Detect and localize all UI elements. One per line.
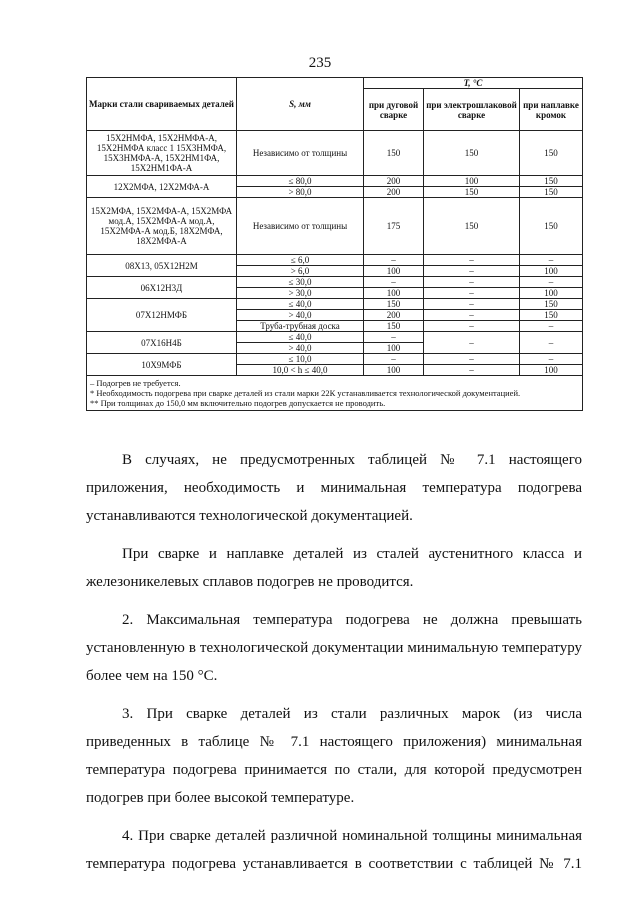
table-row [87,176,583,187]
cell-electroslag: – [424,255,520,266]
cell-electroslag: 150 [424,187,520,198]
cell-arc: 100 [364,266,424,277]
cell-arc: – [364,277,424,288]
header-arc: при дуговой сварке [364,89,424,131]
cell-grade: 15Х2МФА, 15Х2МФА-А, 15Х2МФА мод.А, 15Х2МФА-А мод.А, 15Х2МФА-А мод.Б, 18Х2МФА, 18Х2МФА-А [87,198,237,255]
cell-arc: 175 [364,198,424,255]
cell-grade: 12Х2МФА, 12Х2МФА-А [87,176,237,198]
note-line: * Необходимость подогрева при сварке деталей из стали марки 22К устанавливается технологической документацией. [90,388,521,398]
table-row [87,354,583,365]
header-temperature: T, °С [364,78,583,89]
paragraph: В случаях, не предусмотренных таблицей № 7.1 настоящего приложения, необходимость и минимальная температура подогрева устанавливаются технологической документацией. [86,452,582,524]
cell-thickness: Независимо от толщины [237,198,364,255]
cell-electroslag: – [424,310,520,321]
paragraph: 4. При сварке деталей различной номинальной толщины минимальная температура подогрева устанавливается в соответствии с таблицей № 7.1 [86,828,582,872]
table-row [87,255,583,266]
header-electroslag: при электрошлаковой сварке [424,89,520,131]
cell-surfacing: 150 [520,198,583,255]
cell-thickness: > 30,0 [237,288,364,299]
cell-arc: 150 [364,321,424,332]
cell-arc: – [364,332,424,343]
cell-electroslag: – [424,288,520,299]
cell-thickness: Независимо от толщины [237,131,364,176]
cell-surfacing: 150 [520,187,583,198]
paragraph-block [86,446,582,878]
table-row [87,277,583,288]
cell-electroslag: – [424,332,520,354]
paragraph: 2. Максимальная температура подогрева не должна превышать установленную в технологической документации минимальную температуру более чем на 150 °С. [86,612,582,684]
paragraph: При сварке и наплавке деталей из сталей аустенитного класса и железоникелевых сплавов подогрев не проводится. [86,546,582,590]
cell-electroslag: – [424,365,520,376]
table-notes [87,376,583,411]
cell-thickness: Труба-трубная доска [237,321,364,332]
cell-surfacing: 100 [520,365,583,376]
cell-electroslag: 150 [424,131,520,176]
paragraph: 3. При сварке деталей из стали различных марок (из числа приведенных в таблице № 7.1 настоящего приложения) минимальная температура подогрева принимается по стали, для которой предусмотрен подогрев при более высокой температуре. [86,706,582,806]
cell-surfacing: 100 [520,288,583,299]
cell-thickness: > 6,0 [237,266,364,277]
cell-electroslag: – [424,266,520,277]
preheat-table [86,77,583,411]
cell-grade: 15Х2НМФА, 15Х2НМФА-А, 15Х2НМФА класс 1 15Х3НМФА, 15Х3НМФА-А, 15Х2НМ1ФА, 15Х2НМ1ФА-А [87,131,237,176]
cell-arc: 150 [364,299,424,310]
page-number: 235 [308,55,332,71]
cell-surfacing: – [520,332,583,354]
header-thickness: S, мм [237,78,364,131]
cell-surfacing: – [520,321,583,332]
cell-arc: – [364,255,424,266]
cell-electroslag: 150 [424,198,520,255]
cell-thickness: ≤ 30,0 [237,277,364,288]
cell-arc: 100 [364,288,424,299]
cell-grade: 06Х12Н3Д [87,277,237,299]
cell-arc: 200 [364,310,424,321]
cell-grade: 07Х12НМФБ [87,299,237,332]
cell-thickness: ≤ 40,0 [237,299,364,310]
note-line: – Подогрев не требуется. [90,378,181,388]
cell-surfacing: 150 [520,310,583,321]
cell-arc: 100 [364,343,424,354]
cell-surfacing: 100 [520,266,583,277]
header-surfacing: при наплавке кромок [520,89,583,131]
cell-electroslag: – [424,321,520,332]
header-grade: Марки стали свариваемых деталей [87,78,237,131]
cell-surfacing: – [520,354,583,365]
cell-surfacing: – [520,255,583,266]
cell-surfacing: 150 [520,131,583,176]
table-row [87,332,583,343]
cell-grade: 07Х16Н4Б [87,332,237,354]
cell-thickness: > 40,0 [237,343,364,354]
cell-electroslag: – [424,299,520,310]
cell-electroslag: – [424,277,520,288]
cell-surfacing: – [520,277,583,288]
table-row [87,198,583,255]
cell-thickness: 10,0 < h ≤ 40,0 [237,365,364,376]
table-row [87,131,583,176]
cell-electroslag: – [424,354,520,365]
cell-thickness: ≤ 6,0 [237,255,364,266]
cell-arc: 200 [364,187,424,198]
cell-thickness: ≤ 80,0 [237,176,364,187]
note-line: ** При толщинах до 150,0 мм включительно подогрев допускается не проводить. [90,398,386,408]
cell-surfacing: 150 [520,176,583,187]
cell-thickness: > 40,0 [237,310,364,321]
cell-thickness: > 80,0 [237,187,364,198]
cell-grade: 10Х9МФБ [87,354,237,376]
cell-thickness: ≤ 10,0 [237,354,364,365]
cell-electroslag: 100 [424,176,520,187]
cell-thickness: ≤ 40,0 [237,332,364,343]
cell-arc: – [364,354,424,365]
cell-arc: 200 [364,176,424,187]
cell-surfacing: 150 [520,299,583,310]
table-row [87,299,583,310]
cell-grade: 08Х13, 05Х12Н2М [87,255,237,277]
cell-arc: 100 [364,365,424,376]
cell-arc: 150 [364,131,424,176]
